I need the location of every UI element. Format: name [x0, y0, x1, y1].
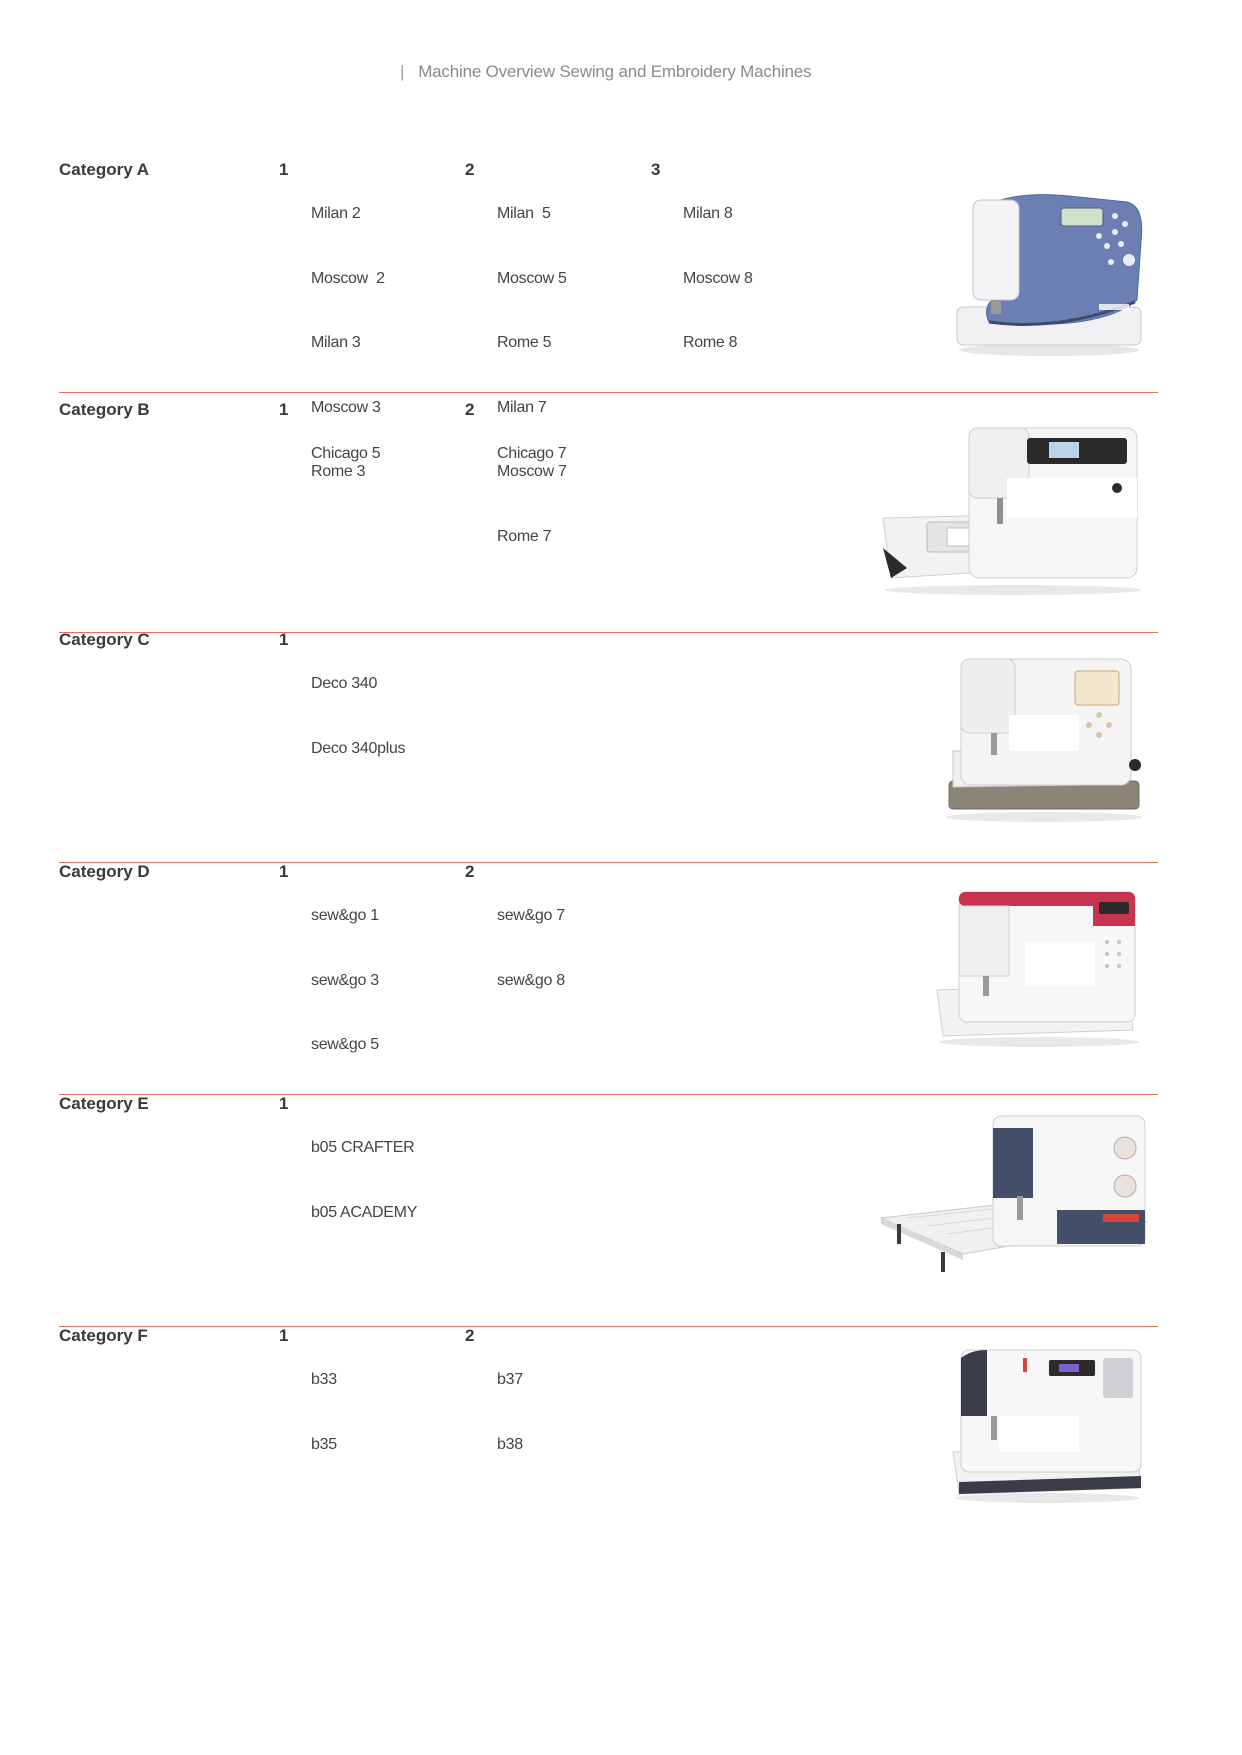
group-number: 1 [279, 160, 289, 179]
model-list [497, 400, 647, 508]
model-name: Rome 8 [683, 334, 738, 351]
model-name: b37 [497, 1371, 523, 1388]
model-name: Milan 2 [311, 205, 361, 222]
page-header [400, 62, 811, 88]
category-section-d [59, 862, 1158, 1095]
embroidery-machine-icon [939, 645, 1149, 825]
model-name: Milan 7 [497, 398, 547, 416]
model-name: b05 ACADEMY [311, 1203, 418, 1221]
model-name: Rome 3 [311, 463, 366, 480]
page-title: Machine Overview Sewing and Embroidery Machines [418, 62, 812, 81]
model-name: Rome 5 [497, 334, 552, 351]
group-number: 1 [279, 1326, 289, 1345]
category-section-b [59, 400, 1158, 633]
model-name: Milan 5 [497, 205, 551, 222]
model-name: Deco 340 [311, 675, 378, 692]
sewing-machine-icon [947, 1336, 1147, 1506]
model-name: Rome 7 [497, 527, 552, 545]
category-section-f [59, 1326, 1158, 1558]
model-list [497, 1326, 647, 1498]
model-name: sew&go 8 [497, 971, 565, 989]
group-number: 2 [465, 160, 475, 179]
category-title: Category C [59, 630, 150, 649]
model-name: b35 [311, 1435, 337, 1453]
group-number: 2 [465, 400, 475, 419]
group-number: 3 [651, 160, 661, 179]
model-list [497, 862, 647, 1034]
category-title: Category B [59, 400, 150, 419]
model-list [311, 400, 461, 508]
model-name: Moscow 7 [497, 463, 567, 480]
model-name: Deco 340plus [311, 739, 406, 757]
model-name: Moscow 8 [683, 269, 753, 287]
sewing-machine-icon [877, 1106, 1149, 1296]
model-list [311, 630, 461, 802]
model-name: Moscow 5 [497, 269, 567, 287]
category-title: Category F [59, 1326, 148, 1345]
model-name: Milan 8 [683, 205, 733, 222]
model-name: b33 [311, 1371, 337, 1388]
model-name: Moscow 2 [311, 269, 385, 287]
model-name: sew&go 7 [497, 907, 565, 924]
group-number: 1 [279, 630, 289, 649]
group-number: 1 [279, 1094, 289, 1113]
header-separator: | [400, 62, 405, 81]
model-list [311, 1094, 461, 1266]
category-section-c [59, 630, 1158, 863]
embroidery-machine-icon [877, 418, 1149, 598]
group-number: 2 [465, 862, 475, 881]
group-number: 1 [279, 400, 289, 419]
sewing-machine-icon [949, 182, 1149, 362]
model-name: Chicago 7 [497, 445, 567, 462]
model-list [311, 1326, 461, 1498]
model-name: Chicago 5 [311, 445, 381, 462]
model-name: sew&go 3 [311, 971, 379, 989]
model-list [311, 862, 461, 1099]
sewing-machine-icon [929, 872, 1149, 1052]
group-number: 2 [465, 1326, 475, 1345]
group-number: 1 [279, 862, 289, 881]
model-name: b05 CRAFTER [311, 1139, 415, 1156]
model-name: sew&go 1 [311, 907, 379, 924]
model-name: b38 [497, 1435, 523, 1453]
category-title: Category A [59, 160, 150, 179]
model-name: Moscow 3 [311, 398, 381, 416]
category-section-e [59, 1094, 1158, 1327]
model-list [683, 160, 833, 397]
model-name: sew&go 5 [311, 1036, 379, 1053]
category-title: Category D [59, 862, 150, 881]
category-title: Category E [59, 1094, 149, 1113]
model-name: Milan 3 [311, 334, 361, 351]
